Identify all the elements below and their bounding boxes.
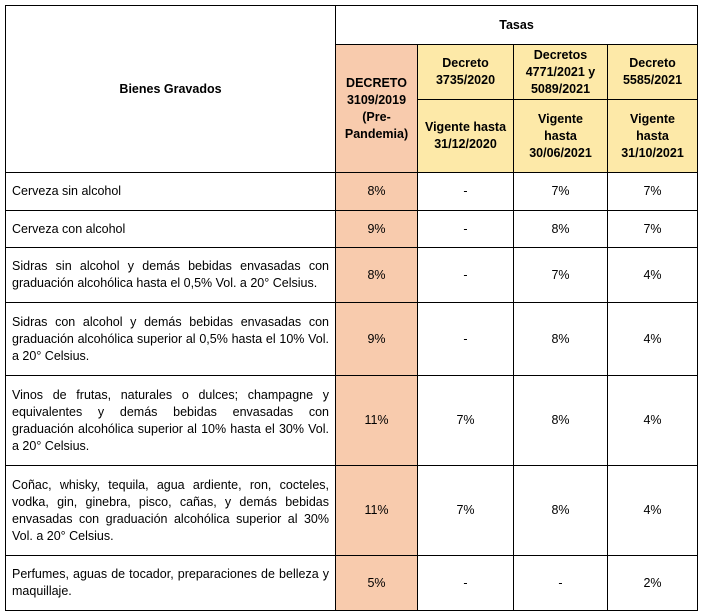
header-vigente-4771: Vigente hasta 30/06/2021	[514, 100, 608, 173]
cell-rate-3735: -	[418, 303, 514, 376]
table-row	[6, 556, 698, 611]
tasas-table	[5, 5, 698, 611]
cell-rate-4771: 7%	[514, 173, 608, 211]
cell-rate-3109: 9%	[336, 211, 418, 248]
cell-rate-3109: 11%	[336, 466, 418, 556]
cell-rate-5585: 4%	[608, 376, 698, 466]
table-row	[6, 173, 698, 211]
table-row	[6, 248, 698, 303]
cell-rate-4771: 7%	[514, 248, 608, 303]
cell-rate-5585: 4%	[608, 303, 698, 376]
cell-rate-3109: 8%	[336, 173, 418, 211]
header-decreto-4771: Decretos 4771/2021 y 5089/2021	[514, 45, 608, 100]
cell-rate-5585: 4%	[608, 466, 698, 556]
cell-rate-4771: -	[514, 556, 608, 611]
cell-bien: Sidras sin alcohol y demás bebidas envasadas con graduación alcohólica hasta el 0,5% Vol. a 20° Celsius.	[6, 248, 336, 303]
cell-rate-3735: 7%	[418, 466, 514, 556]
cell-bien: Sidras con alcohol y demás bebidas envasadas con graduación alcohólica superior al 0,5% hasta el 10% Vol. a 20° Celsius.	[6, 303, 336, 376]
table-row	[6, 211, 698, 248]
cell-rate-5585: 7%	[608, 211, 698, 248]
cell-rate-3109: 8%	[336, 248, 418, 303]
header-vigente-3735: Vigente hasta 31/12/2020	[418, 100, 514, 173]
header-tasas: Tasas	[336, 6, 698, 45]
cell-bien: Cerveza con alcohol	[6, 211, 336, 248]
cell-bien: Perfumes, aguas de tocador, preparaciones de belleza y maquillaje.	[6, 556, 336, 611]
cell-rate-3735: -	[418, 556, 514, 611]
cell-rate-5585: 2%	[608, 556, 698, 611]
header-decreto-3109: DECRETO 3109/2019 (Pre-Pandemia)	[336, 45, 418, 173]
header-row-tasas	[6, 6, 698, 45]
header-bienes-gravados: Bienes Gravados	[6, 6, 336, 173]
cell-rate-3109: 5%	[336, 556, 418, 611]
table-row	[6, 466, 698, 556]
cell-rate-3735: -	[418, 173, 514, 211]
cell-rate-4771: 8%	[514, 211, 608, 248]
header-vigente-5585: Vigente hasta 31/10/2021	[608, 100, 698, 173]
cell-rate-5585: 7%	[608, 173, 698, 211]
header-decreto-3735: Decreto 3735/2020	[418, 45, 514, 100]
cell-bien: Vinos de frutas, naturales o dulces; champagne y equivalentes y demás bebidas envasadas con graduación alcohólica superior al 10% hasta el 30% Vol. a 20° Celsius.	[6, 376, 336, 466]
cell-rate-3735: 7%	[418, 376, 514, 466]
cell-rate-3735: -	[418, 248, 514, 303]
table-row	[6, 303, 698, 376]
cell-rate-4771: 8%	[514, 376, 608, 466]
table-row	[6, 376, 698, 466]
header-decreto-5585: Decreto 5585/2021	[608, 45, 698, 100]
cell-rate-4771: 8%	[514, 303, 608, 376]
cell-rate-3735: -	[418, 211, 514, 248]
cell-rate-3109: 11%	[336, 376, 418, 466]
cell-bien: Coñac, whisky, tequila, agua ardiente, ron, cocteles, vodka, gin, ginebra, pisco, cañas, y demás bebidas envasadas con graduación alcohólica superior al 30% Vol. a 20° Celsius.	[6, 466, 336, 556]
cell-rate-5585: 4%	[608, 248, 698, 303]
cell-rate-3109: 9%	[336, 303, 418, 376]
cell-bien: Cerveza sin alcohol	[6, 173, 336, 211]
cell-rate-4771: 8%	[514, 466, 608, 556]
